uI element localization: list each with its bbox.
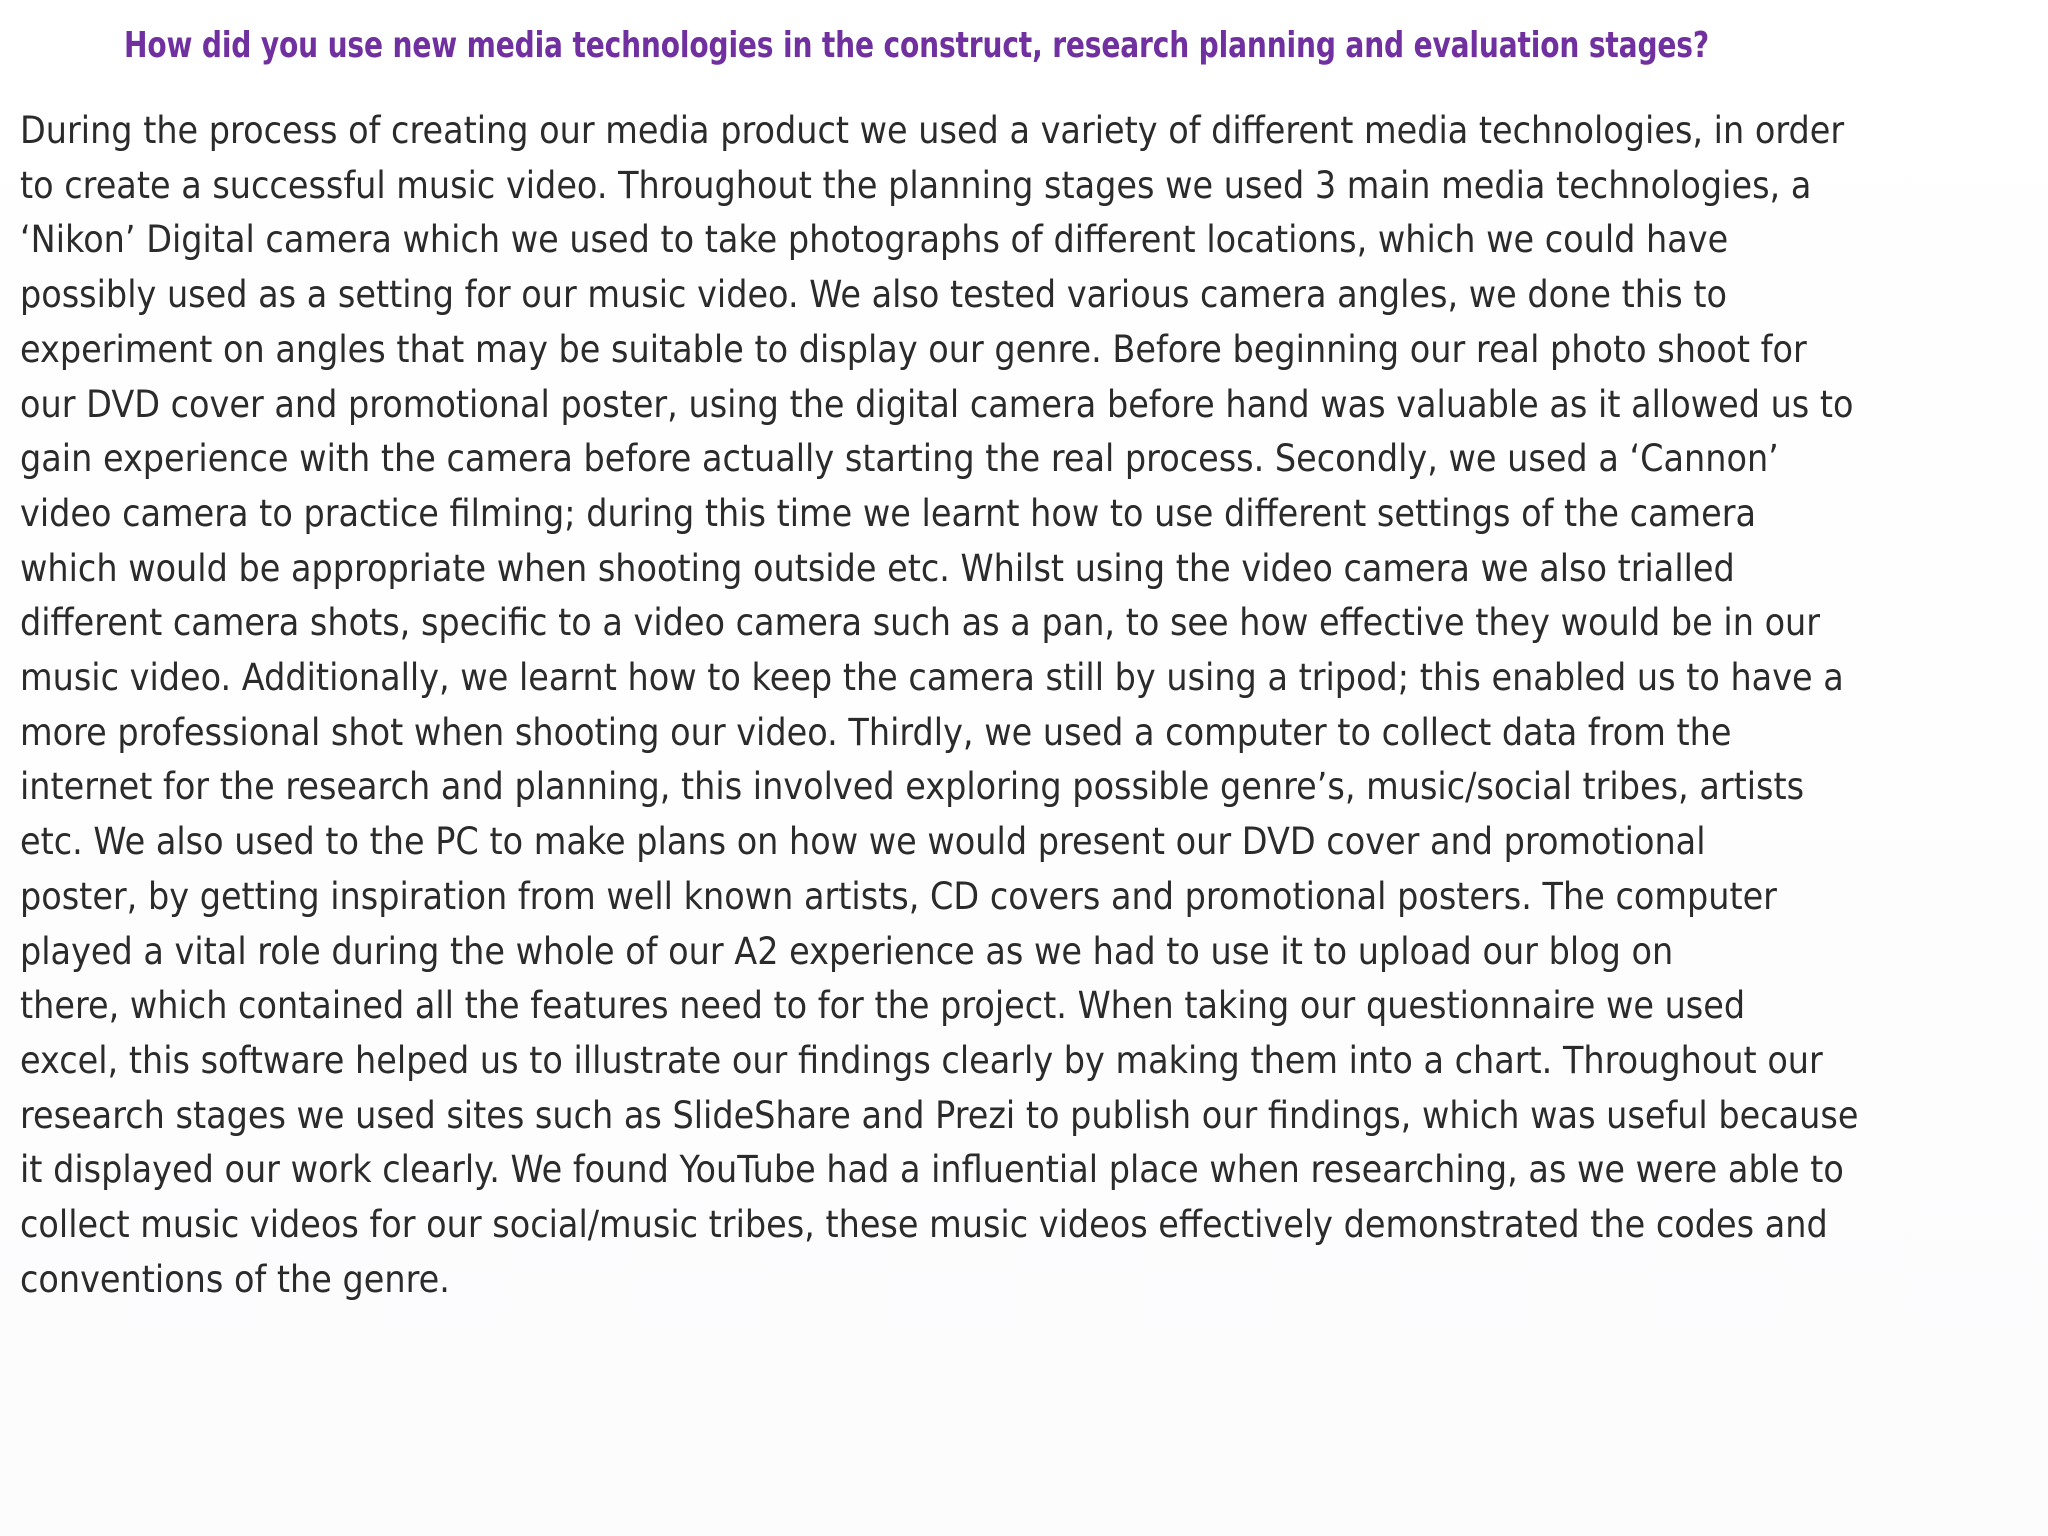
body-line: more professional shot when shooting our video. Thirdly, we used a computer to collect data from the — [20, 710, 1732, 754]
slide-title: How did you use new media technologies in the construct, research planning and evaluation stages? — [124, 25, 1709, 66]
body-line: conventions of the genre. — [20, 1257, 450, 1301]
body-line: music video. Additionally, we learnt how to keep the camera still by using a tripod; this enabled us to have a — [20, 656, 1844, 700]
body-line: internet for the research and planning, this involved exploring possible genre’s, music/social tribes, artists — [20, 765, 1805, 809]
body-line: video camera to practice filming; during this time we learnt how to use different settings of the camera — [20, 491, 1757, 535]
body-line: excel, this software helped us to illustrate our findings clearly by making them into a chart. Throughout our — [20, 1038, 1823, 1082]
body-line: it displayed our work clearly. We found YouTube had a influential place when researching, as we were able to — [20, 1148, 1844, 1192]
body-line: there, which contained all the features need to for the project. When taking our questionnaire we used — [20, 984, 1746, 1028]
body-line: played a vital role during the whole of our A2 experience as we had to use it to upload our blog on — [20, 929, 1674, 973]
body-line: During the process of creating our media product we used a variety of different media technologies, in order — [20, 109, 1845, 152]
body-line: our DVD cover and promotional poster, using the digital camera before hand was valuable as it allowed us to — [20, 382, 1854, 426]
body-line: which would be appropriate when shooting outside etc. Whilst using the video camera we also trialled — [20, 546, 1735, 590]
body-line: collect music videos for our social/music tribes, these music videos effectively demonstrated the codes and — [20, 1203, 1828, 1247]
body-line: etc. We also used to the PC to make plans on how we would present our DVD cover and promotional — [20, 820, 1706, 864]
body-line: experiment on angles that may be suitable to display our genre. Before beginning our real photo shoot for — [20, 327, 1807, 371]
body-line: poster, by getting inspiration from well known artists, CD covers and promotional posters. The computer — [20, 874, 1777, 918]
body-line: research stages we used sites such as SlideShare and Prezi to publish our findings, which was useful because — [20, 1093, 1859, 1137]
body-line: to create a successful music video. Throughout the planning stages we used 3 main media technologies, a — [20, 163, 1812, 207]
body-line: different camera shots, specific to a video camera such as a pan, to see how effective they would be in our — [20, 601, 1821, 645]
body-line: ‘Nikon’ Digital camera which we used to take photographs of different locations, which we could have — [20, 218, 1729, 262]
body-line: gain experience with the camera before actually starting the real process. Secondly, we used a ‘Cannon’ — [20, 437, 1779, 481]
body-paragraph — [20, 104, 2030, 1307]
body-line: possibly used as a setting for our music video. We also tested various camera angles, we done this to — [20, 273, 1727, 317]
